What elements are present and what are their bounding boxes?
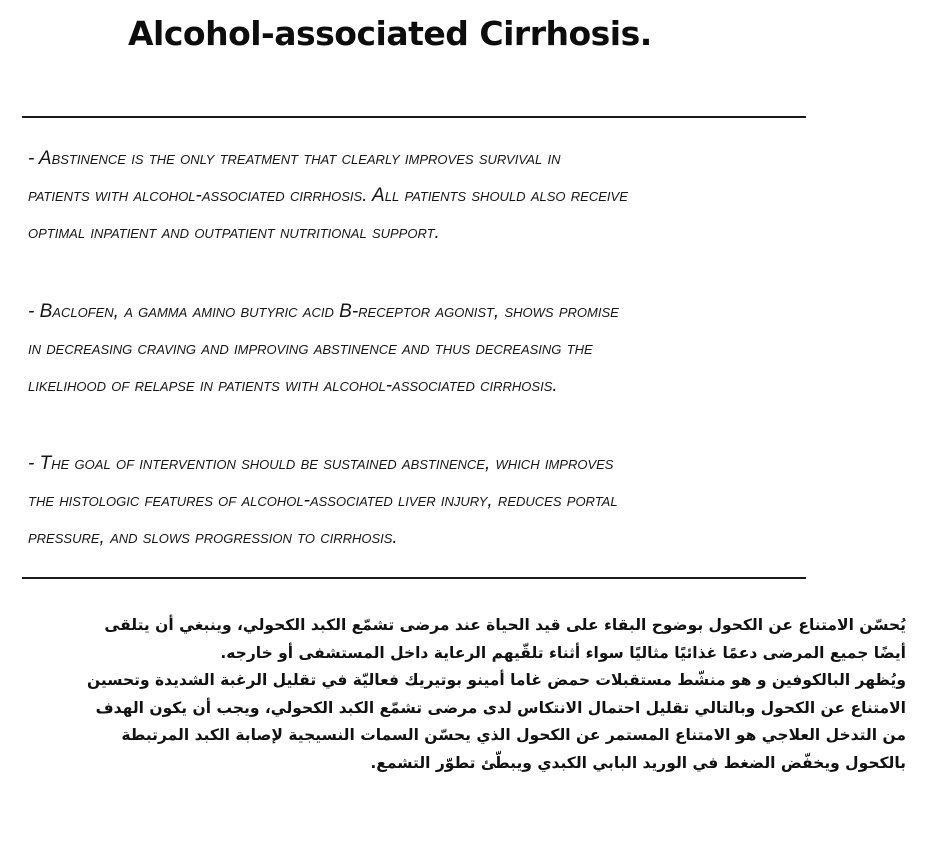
paragraph-line: pressure, and slows progression to cirrhosis. (28, 527, 398, 548)
paragraph-line: - Baclofen, a gamma amino butyric acid B-receptor agonist, shows promise (28, 301, 619, 322)
arabic-line: ويُظهر البالكوفين و هو منشّط مستقبلات حمض غاما أمينو بوتيريك فعاليّة في تقليل الرغبة الشديدة وتحسين (86, 671, 906, 689)
arabic-line: بالكحول ويخفّض الضغط في الوريد البابي الكبدي ويبطّئ تطوّر التشمع. (370, 753, 906, 772)
bottom-divider (22, 577, 806, 579)
paragraph-line: the histologic features of alcohol-associated liver injury, reduces portal (28, 490, 618, 511)
paragraph-line: - The goal of intervention should be sustained abstinence, which improves (28, 453, 614, 474)
arabic-translation (26, 612, 906, 777)
paragraph-abstinence (28, 140, 818, 251)
arabic-line: يُحسّن الامتناع عن الكحول بوضوح البقاء على قيد الحياة عند مرضى تشمّع الكبد الكحولي، وينبغي أن يتلقى (104, 616, 906, 634)
paragraph-line: in decreasing craving and improving abstinence and thus decreasing the (28, 338, 593, 359)
paragraph-baclofen (28, 293, 818, 404)
arabic-line: أيضًا جميع المرضى دعمًا غذائيًا مثاليًا سواء أثناء تلقّيهم الرعاية داخل المستشفى أو خارجه. (220, 643, 906, 662)
paragraph-line: likelihood of relapse in patients with alcohol-associated cirrhosis. (28, 375, 558, 396)
arabic-line: من التدخل العلاجي هو الامتناع المستمر عن الكحول الذي يحسّن السمات النسيجية لإصابة الكبد المرتبطة (121, 726, 906, 744)
paragraph-intervention-goal (28, 445, 818, 556)
document-title: Alcohol-associated Cirrhosis. (128, 14, 652, 53)
paragraph-line: - Abstinence is the only treatment that clearly improves survival in (28, 148, 561, 169)
paragraph-line: optimal inpatient and outpatient nutritional support. (28, 222, 440, 243)
paragraph-line: patients with alcohol-associated cirrhosis. All patients should also receive (28, 185, 628, 206)
arabic-line: الامتناع عن الكحول وبالتالي تقليل احتمال الانتكاس لدى مرضى تشمّع الكبد الكحولي، ويجب أن يكون الهدف (95, 698, 906, 717)
top-divider (22, 116, 806, 118)
